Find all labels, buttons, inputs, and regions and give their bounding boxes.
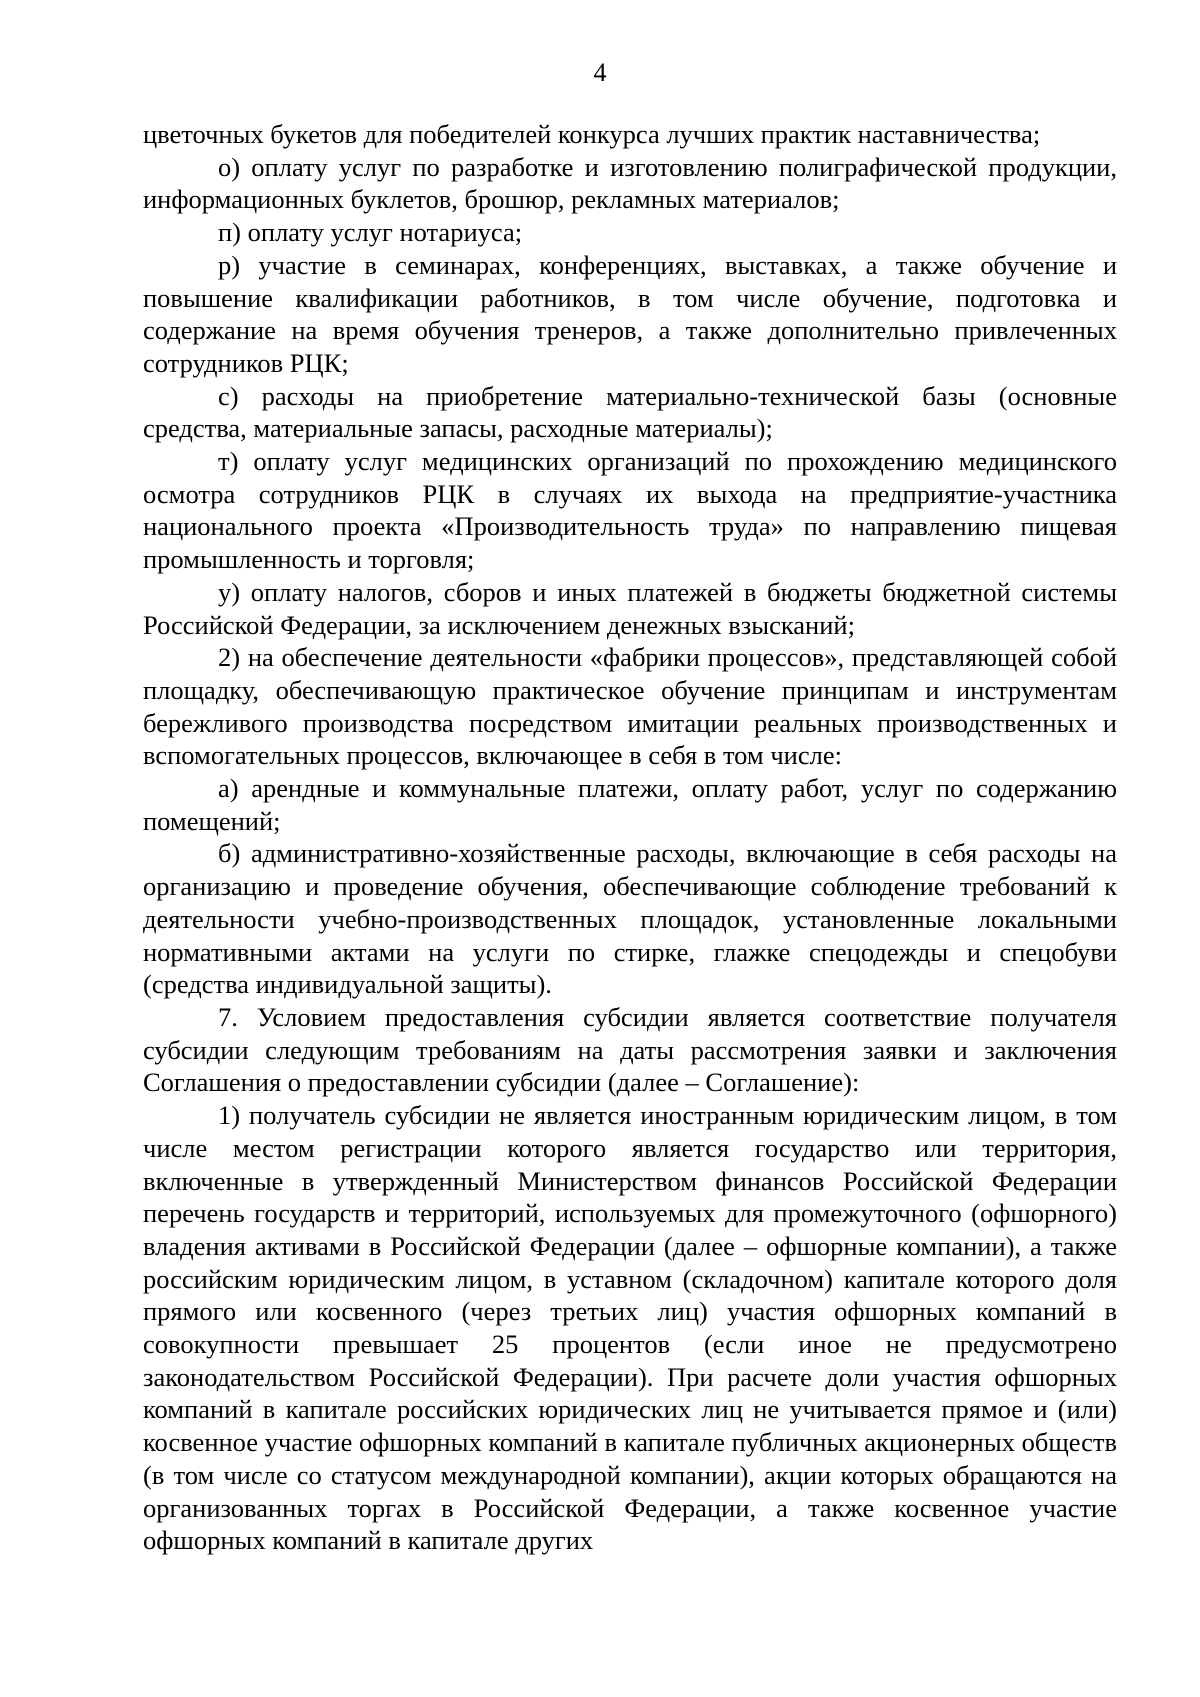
paragraph-item-2: 2) на обеспечение деятельности «фабрики процессов», представляющей собой площадку, обеспечивающую практическое обучение принципам и инструментам бережливого производства посредством имитации реальных производственных и вспомогательных процессов, включающее в себя в том числе:: [143, 642, 1117, 771]
paragraph-item-t: т) оплату услуг медицинских организаций по прохождению медицинского осмотра сотрудников РЦК в случаях их выхода на предприятие-участника национального проекта «Производительность труда» по направлению пищевая промышленность и торговля;: [143, 446, 1117, 575]
paragraph-continuation: цветочных букетов для победителей конкурса лучших практик наставничества;: [143, 119, 1041, 149]
paragraph-item-a: а) арендные и коммунальные платежи, оплату работ, услуг по содержанию помещений;: [143, 773, 1117, 836]
paragraph-item-u: у) оплату налогов, сборов и иных платежей в бюджеты бюджетной системы Российской Федерации, за исключением денежных взысканий;: [143, 576, 1117, 640]
paragraph-item-s: с) расходы на приобретение материально-технической базы (основные средства, материальные запасы, расходные материалы);: [143, 380, 1117, 444]
document-body: [143, 118, 1117, 1557]
paragraph-item-r: р) участие в семинарах, конференциях, выставках, а также обучение и повышение квалификации работников, в том числе обучение, подготовка и содержание на время обучения тренеров, а также дополнительно привлеченных сотрудников РЦК;: [143, 249, 1117, 378]
paragraph-section-7: 7. Условием предоставления субсидии является соответствие получателя субсидии следующим требованиям на даты рассмотрения заявки и заключения Соглашения о предоставлении субсидии (далее – Соглашение):: [143, 1001, 1117, 1098]
paragraph-requirement-1: 1) получатель субсидии не является иностранным юридическим лицом, в том числе местом регистрации которого является государство или территория, включенные в утвержденный Министерством финансов Российской Федерации перечень государств и территорий, используемых для промежуточного (офшорного) владения активами в Российской Федерации (далее – офшорные компании), а также российским юридическим лицом, в уставном (складочном) капитале которого доля прямого или косвенного (через третьих лиц) участия офшорных компаний в совокупности превышает 25 процентов (если иное не предусмотрено законодательством Российской Федерации). При расчете доли участия офшорных компаний в капитале российских юридических лиц не учитывается прямое и (или) косвенное участие офшорных компаний в капитале публичных акционерных обществ (в том числе со статусом международной компании), акции которых обращаются на организованных торгах в Российской Федерации, а также косвенное участие офшорных компаний в капитале других: [143, 1100, 1117, 1556]
paragraph-item-o: о) оплату услуг по разработке и изготовлению полиграфической продукции, информационных буклетов, брошюр, рекламных материалов;: [143, 151, 1117, 215]
page-number: 4: [593, 58, 607, 87]
paragraph-item-p: п) оплату услуг нотариуса;: [218, 217, 523, 248]
paragraph-item-b: б) административно-хозяйственные расходы, включающие в себя расходы на организацию и проведение обучения, обеспечивающие соблюдение требований к деятельности учебно-производственных площадок, установленные локальными нормативными актами на услуги по стирке, глажке спецодежды и спецобуви (средства индивидуальной защиты).: [143, 838, 1117, 1000]
